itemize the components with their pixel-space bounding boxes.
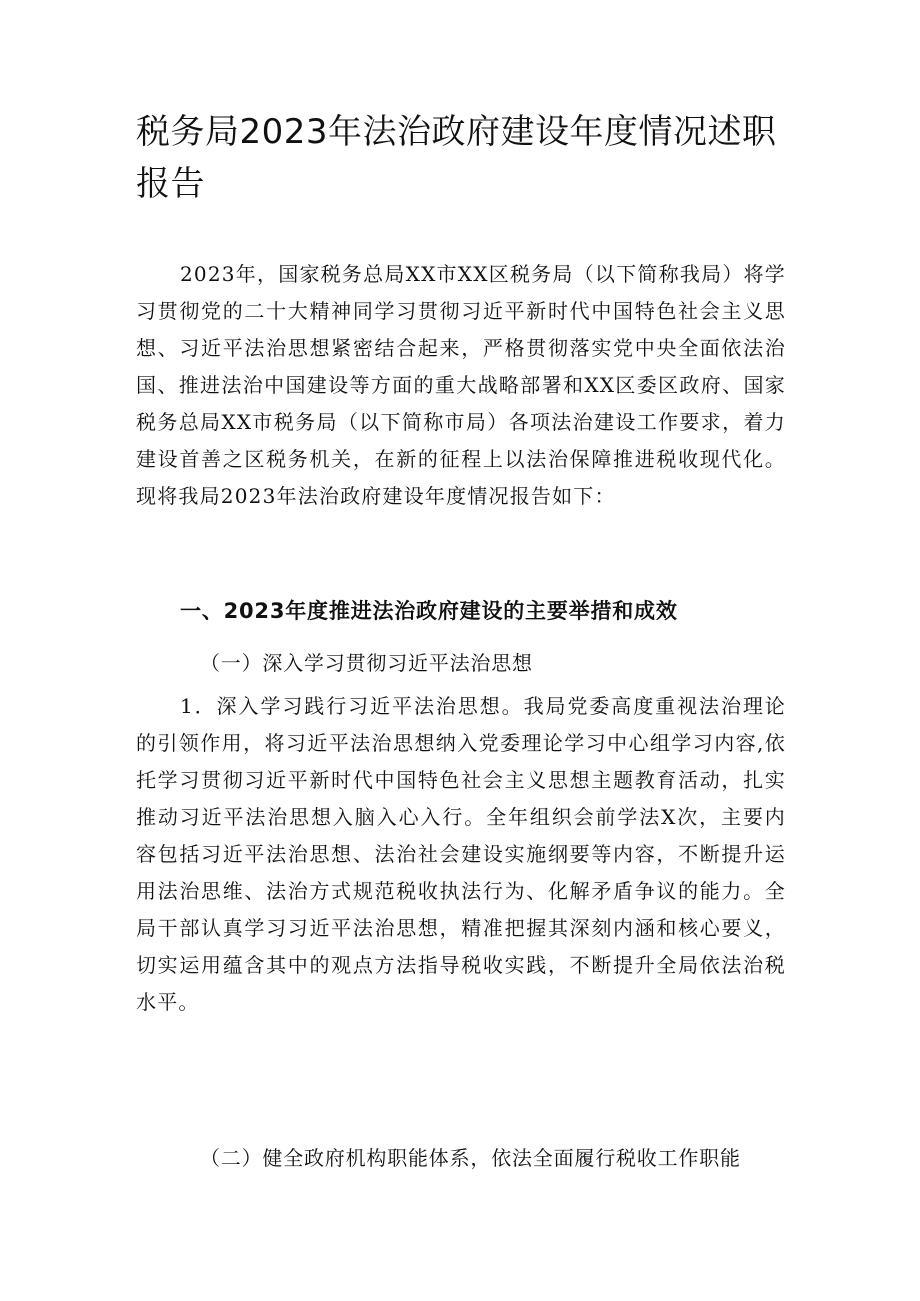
section-heading-1: 一、2023年度推进法治政府建设的主要举措和成效 [180, 599, 678, 623]
paragraph-1: 1．深入学习践行习近平法治思想。我局党委高度重视法治理论的引领作用，将习近平法治思想纳入党委理论学习中心组学习内容,依托学习贯彻习近平新时代中国特色社会主义思想主题教育活动，扎实推动习近平法治思想入脑入心入行。全年组织会前学法X次，主要内容包括习近平法治思想、法治社会建设实施纲要等内容，不断提升运用法治思维、法治方式规范税收执法行为、化解矛盾争议的能力。全局干部认真学习习近平法治思想，精准把握其深刻内涵和核心要义，切实运用蕴含其中的观点方法指导税收实践，不断提升全局依法治税水平。 [136, 694, 786, 1014]
document-title: 税务局2023年法治政府建设年度情况述职报告 [136, 112, 777, 204]
intro-paragraph: 2023年，国家税务总局XX市XX区税务局（以下简称我局）将学习贯彻党的二十大精神同学习贯彻习近平新时代中国特色社会主义思想、习近平法治思想紧密结合起来，严格贯彻落实党中央全面依法治国、推进法治中国建设等方面的重大战略部署和XX区委区政府、国家税务总局XX市税务局（以下简称市局）各项法治建设工作要求，着力建设首善之区税务机关，在新的征程上以法治保障推进税收现代化。现将我局2023年法治政府建设年度情况报告如下： [136, 262, 786, 508]
subsection-heading-1: （一）深入学习贯彻习近平法治思想 [200, 651, 533, 675]
subsection-heading-2: （二）健全政府机构职能体系，依法全面履行税收工作职能 [200, 1146, 741, 1170]
